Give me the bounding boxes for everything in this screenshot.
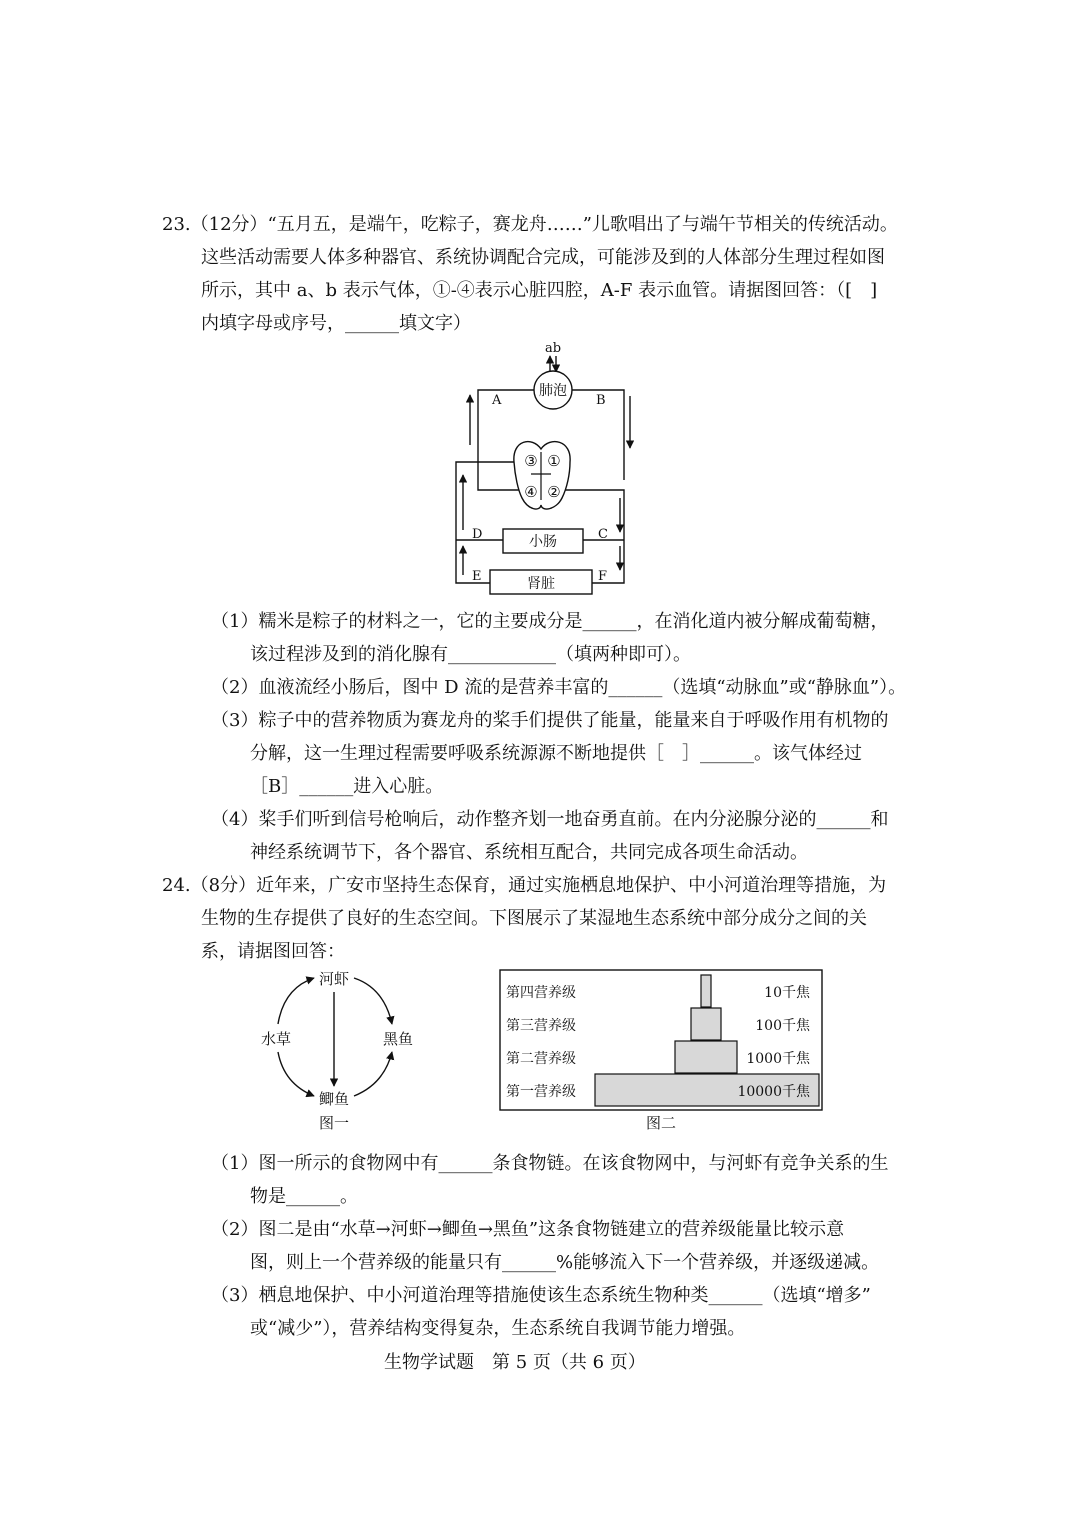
pyramid-level-name: 第三营养级 [506,1018,576,1034]
q23-item-3c: ［B］______进入心脏。 [250,776,444,797]
fig2-caption: 图二 [645,1114,677,1132]
pyramid-bar-level-3 [691,1008,721,1040]
pyramid-level-energy: 10千焦 [764,985,810,1001]
heart-outline [514,442,570,509]
q23-item-1a: （1）糯米是粽子的材料之一，它的主要成分是______，在消化道内被分解成葡萄糖， [211,611,889,632]
q23-item-2: （2）血液流经小肠后，图中 D 流的是营养丰富的______（选填“动脉血”或“静脉血”）。 [211,677,907,698]
chamber-2: ② [547,483,561,501]
q23-item-1b: 该过程涉及到的消化腺有____________（填两种即可）。 [250,644,691,665]
q24-stem-line-1: 24.（8分）近年来，广安市坚持生态保育，通过实施栖息地保护、中小河道治理等措施，为 [162,875,887,896]
arrow-waterweed-shrimp [278,978,314,1024]
q23-stem-line-4: 内填字母或序号，______填文字） [201,313,471,334]
energy-pyramid-figure [498,968,828,1138]
q24-item-2b: 图，则上一个营养级的能量只有______%能够流入下一个营养级，并逐级递减。 [250,1252,880,1273]
pyramid-bar-level-2 [675,1041,737,1073]
chamber-4: ④ [524,483,538,501]
vena-cava-line [456,462,520,583]
pyramid-level-energy: 10000千焦 [737,1084,810,1100]
q24-item-1a: （1）图一所示的食物网中有______条食物链。在该食物网中，与河虾有竞争关系的生 [211,1153,889,1174]
chamber-3: ③ [524,452,538,470]
q23-item-3a: （3）粽子中的营养物质为赛龙舟的桨手们提供了能量，能量来自于呼吸作用有机物的 [211,710,889,731]
q24-stem-line-3: 系，请据图回答： [201,941,345,962]
circulation-diagram [440,338,650,598]
q24-item-3a: （3）栖息地保护、中小河道治理等措施使该生态系统生物种类______（选填“增多” [211,1285,871,1306]
q23-item-4b: 神经系统调节下，各个器官、系统相互配合，共同完成各项生命活动。 [250,842,808,863]
pyramid-bar-level-4 [701,975,711,1007]
node-crucian: 鲫鱼 [318,1090,350,1108]
fig1-caption: 图一 [318,1114,350,1132]
vessel-c: C [598,527,608,542]
pyramid-level-name: 第四营养级 [506,985,576,1001]
arrow-waterweed-crucian [278,1052,314,1096]
pyramid-level-name: 第一营养级 [506,1084,576,1100]
vessel-e: E [472,569,482,584]
chamber-1: ① [547,452,561,470]
q23-stem-line-3: 所示，其中 a、b 表示气体，①-④表示心脏四腔，A-F 表示血管。请据图回答：（[ ] [201,280,878,301]
arrow-crucian-snakehead [354,1052,392,1096]
node-waterweed: 水草 [260,1030,292,1048]
q23-item-4a: （4）桨手们听到信号枪响后，动作整齐划一地奋勇直前。在内分泌腺分泌的______和 [211,809,889,830]
node-shrimp: 河虾 [318,970,350,988]
q24-item-2a: （2）图二是由“水草→河虾→鲫鱼→黑鱼”这条食物链建立的营养级能量比较示意 [211,1219,845,1240]
q23-item-3b: 分解，这一生理过程需要呼吸系统源源不断地提供［ ］______。该气体经过 [250,743,862,764]
q24-item-3b: 或“减少”），营养结构变得复杂，生态系统自我调节能力增强。 [250,1318,746,1339]
q23-stem-line-2: 这些活动需要人体多种器官、系统协调配合完成，可能涉及到的人体部分生理过程如图 [201,247,885,268]
vessel-b: B [596,393,606,408]
vessel-f: F [598,569,608,584]
food-web-figure [250,966,430,1136]
pyramid-level-energy: 100千焦 [755,1018,810,1034]
q24-stem-line-2: 生物的生存提供了良好的生态空间。下图展示了某湿地生态系统中部分成分之间的关 [201,908,867,929]
vessel-d: D [472,527,483,542]
page-footer: 生物学试题 第 5 页（共 6 页） [384,1352,646,1373]
pyramid-level-name: 第二营养级 [506,1051,576,1067]
pyramid-level-energy: 1000千焦 [746,1051,810,1067]
kidney-label: 肾脏 [527,576,555,592]
small-intestine-label: 小肠 [529,534,557,550]
q24-item-1b: 物是______。 [250,1186,358,1207]
node-snakehead: 黑鱼 [382,1030,414,1048]
alveoli-label: 肺泡 [539,383,567,399]
gas-label: ab [544,341,562,356]
q23-stem-line-1: 23.（12分）“五月五，是端午，吃粽子，赛龙舟……”儿歌唱出了与端午节相关的传统活动。 [162,214,898,235]
arrow-shrimp-snakehead [354,978,392,1024]
vessel-a: A [492,393,502,408]
